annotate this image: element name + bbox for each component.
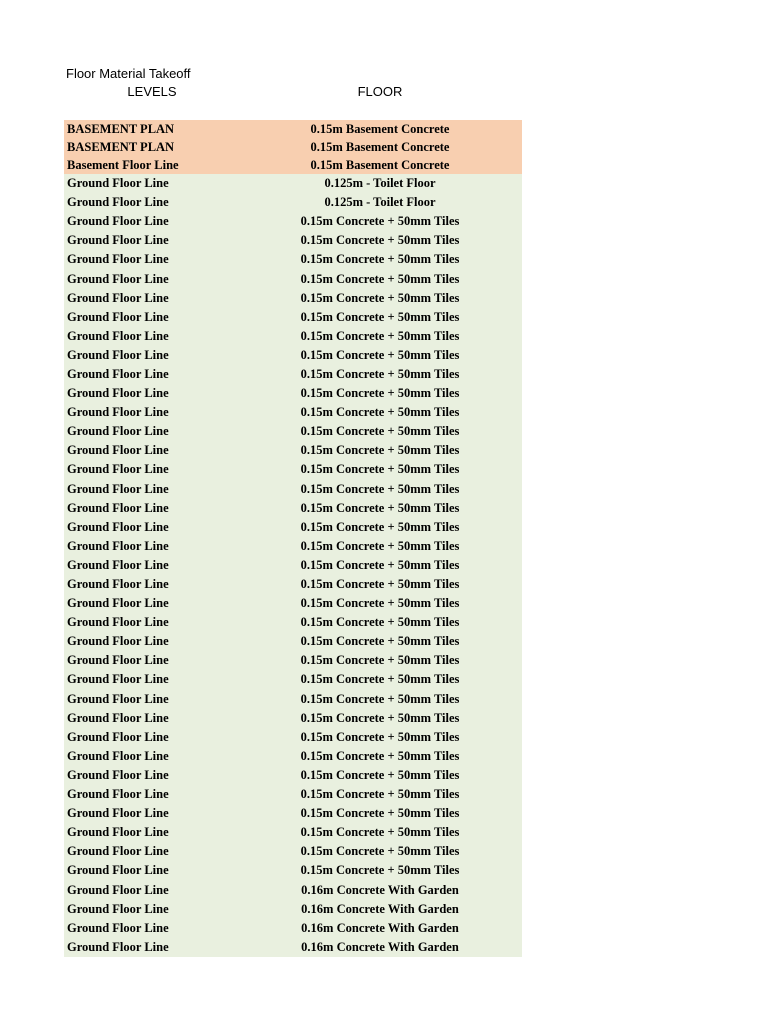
- level-cell: Ground Floor Line: [67, 424, 169, 439]
- table-row: [64, 785, 522, 804]
- floor-cell: 0.15m Basement Concrete: [310, 121, 450, 136]
- level-cell: Ground Floor Line: [67, 634, 169, 649]
- floor-cell: 0.15m Concrete + 50mm Tiles: [300, 863, 460, 878]
- table-row: [64, 556, 522, 575]
- table-row: [64, 480, 522, 499]
- table-row: [64, 537, 522, 556]
- table-row: [64, 212, 522, 231]
- table-row: [64, 880, 522, 899]
- floor-cell: 0.15m Concrete + 50mm Tiles: [300, 748, 460, 763]
- table-row: [64, 823, 522, 842]
- level-cell: Ground Floor Line: [67, 863, 169, 878]
- floor-cell: 0.15m Concrete + 50mm Tiles: [300, 787, 460, 802]
- floor-cell: 0.125m - Toilet Floor: [324, 195, 436, 210]
- level-cell: Ground Floor Line: [67, 405, 169, 420]
- table-row: [64, 728, 522, 747]
- table-row: [64, 670, 522, 689]
- floor-cell: 0.15m Concrete + 50mm Tiles: [300, 366, 460, 381]
- level-cell: Ground Floor Line: [67, 672, 169, 687]
- level-cell: BASEMENT PLAN: [67, 139, 175, 154]
- level-cell: Ground Floor Line: [67, 366, 169, 381]
- level-cell: Ground Floor Line: [67, 844, 169, 859]
- floor-cell: 0.15m Basement Concrete: [310, 139, 450, 154]
- level-cell: Ground Floor Line: [67, 328, 169, 343]
- table-row: [64, 861, 522, 880]
- level-cell: Ground Floor Line: [67, 806, 169, 821]
- table-row: [64, 842, 522, 861]
- floor-cell: 0.15m Concrete + 50mm Tiles: [300, 405, 460, 420]
- floor-cell: 0.15m Concrete + 50mm Tiles: [300, 844, 460, 859]
- table-row: [64, 193, 522, 212]
- floor-cell: 0.16m Concrete With Garden: [301, 920, 459, 935]
- table-row: [64, 138, 522, 156]
- floor-cell: 0.15m Concrete + 50mm Tiles: [300, 386, 460, 401]
- table-row: [64, 709, 522, 728]
- table-row: [64, 632, 522, 651]
- level-cell: Ground Floor Line: [67, 787, 169, 802]
- level-cell: Ground Floor Line: [67, 481, 169, 496]
- table-row: [64, 518, 522, 537]
- table-row: [64, 499, 522, 518]
- table-row: [64, 460, 522, 479]
- floor-cell: 0.15m Concrete + 50mm Tiles: [300, 767, 460, 782]
- level-cell: Ground Floor Line: [67, 557, 169, 572]
- floor-cell: 0.15m Concrete + 50mm Tiles: [300, 328, 460, 343]
- floor-cell: 0.15m Concrete + 50mm Tiles: [300, 519, 460, 534]
- level-cell: Ground Floor Line: [67, 901, 169, 916]
- level-cell: Ground Floor Line: [67, 500, 169, 515]
- table-row: [64, 250, 522, 269]
- table-row: [64, 441, 522, 460]
- floor-cell: 0.15m Concrete + 50mm Tiles: [300, 557, 460, 572]
- floor-cell: 0.15m Concrete + 50mm Tiles: [300, 596, 460, 611]
- floor-cell: 0.15m Concrete + 50mm Tiles: [300, 347, 460, 362]
- level-cell: Ground Floor Line: [67, 252, 169, 267]
- floor-cell: 0.15m Concrete + 50mm Tiles: [300, 500, 460, 515]
- table-row: [64, 231, 522, 250]
- floor-cell: 0.15m Concrete + 50mm Tiles: [300, 233, 460, 248]
- levels-column-header: LEVELS: [127, 84, 177, 99]
- level-cell: Ground Floor Line: [67, 176, 169, 191]
- level-cell: Ground Floor Line: [67, 939, 169, 954]
- table-row: [64, 575, 522, 594]
- table-row: [64, 594, 522, 613]
- table-row: [64, 308, 522, 327]
- floor-cell: 0.15m Concrete + 50mm Tiles: [300, 577, 460, 592]
- floor-cell: 0.15m Concrete + 50mm Tiles: [300, 691, 460, 706]
- floor-cell: 0.15m Concrete + 50mm Tiles: [300, 424, 460, 439]
- table-row: [64, 651, 522, 670]
- table-row: [64, 174, 522, 193]
- floor-cell: 0.15m Concrete + 50mm Tiles: [300, 290, 460, 305]
- level-cell: Ground Floor Line: [67, 882, 169, 897]
- floor-cell: 0.15m Concrete + 50mm Tiles: [300, 309, 460, 324]
- floor-cell: 0.15m Concrete + 50mm Tiles: [300, 710, 460, 725]
- level-cell: Ground Floor Line: [67, 710, 169, 725]
- table-row: [64, 900, 522, 919]
- level-cell: Ground Floor Line: [67, 729, 169, 744]
- table-row: [64, 766, 522, 785]
- table-row: [64, 613, 522, 632]
- level-cell: Basement Floor Line: [67, 157, 179, 172]
- level-cell: Ground Floor Line: [67, 577, 169, 592]
- level-cell: Ground Floor Line: [67, 653, 169, 668]
- table-row: [64, 384, 522, 403]
- table-row: [64, 403, 522, 422]
- floor-cell: 0.15m Concrete + 50mm Tiles: [300, 615, 460, 630]
- level-cell: Ground Floor Line: [67, 519, 169, 534]
- level-cell: Ground Floor Line: [67, 920, 169, 935]
- table-row: [64, 156, 522, 174]
- level-cell: Ground Floor Line: [67, 691, 169, 706]
- level-cell: Ground Floor Line: [67, 596, 169, 611]
- level-cell: Ground Floor Line: [67, 290, 169, 305]
- floor-cell: 0.15m Concrete + 50mm Tiles: [300, 214, 460, 229]
- floor-cell: 0.15m Concrete + 50mm Tiles: [300, 462, 460, 477]
- table-row: [64, 422, 522, 441]
- level-cell: Ground Floor Line: [67, 825, 169, 840]
- level-cell: BASEMENT PLAN: [67, 121, 175, 136]
- table-row: [64, 804, 522, 823]
- table-row: [64, 289, 522, 308]
- floor-column-header: FLOOR: [357, 84, 403, 99]
- level-cell: Ground Floor Line: [67, 214, 169, 229]
- level-cell: Ground Floor Line: [67, 347, 169, 362]
- floor-cell: 0.15m Concrete + 50mm Tiles: [300, 271, 460, 286]
- table-row: [64, 346, 522, 365]
- level-cell: Ground Floor Line: [67, 195, 169, 210]
- floor-cell: 0.15m Concrete + 50mm Tiles: [300, 634, 460, 649]
- floor-cell: 0.15m Concrete + 50mm Tiles: [300, 729, 460, 744]
- floor-cell: 0.16m Concrete With Garden: [301, 901, 459, 916]
- level-cell: Ground Floor Line: [67, 538, 169, 553]
- level-cell: Ground Floor Line: [67, 233, 169, 248]
- table-row: [64, 938, 522, 957]
- table-row: [64, 120, 522, 138]
- floor-cell: 0.125m - Toilet Floor: [324, 176, 436, 191]
- table-row: [64, 269, 522, 288]
- level-cell: Ground Floor Line: [67, 748, 169, 763]
- floor-cell: 0.15m Concrete + 50mm Tiles: [300, 252, 460, 267]
- level-cell: Ground Floor Line: [67, 271, 169, 286]
- floor-cell: 0.15m Concrete + 50mm Tiles: [300, 481, 460, 496]
- level-cell: Ground Floor Line: [67, 309, 169, 324]
- document-title: Floor Material Takeoff: [66, 66, 191, 81]
- floor-cell: 0.16m Concrete With Garden: [301, 882, 459, 897]
- level-cell: Ground Floor Line: [67, 615, 169, 630]
- table-row: [64, 365, 522, 384]
- floor-cell: 0.16m Concrete With Garden: [301, 939, 459, 954]
- level-cell: Ground Floor Line: [67, 767, 169, 782]
- floor-cell: 0.15m Concrete + 50mm Tiles: [300, 443, 460, 458]
- takeoff-table: [64, 120, 522, 957]
- level-cell: Ground Floor Line: [67, 462, 169, 477]
- floor-cell: 0.15m Concrete + 50mm Tiles: [300, 538, 460, 553]
- table-row: [64, 690, 522, 709]
- floor-cell: 0.15m Concrete + 50mm Tiles: [300, 806, 460, 821]
- floor-cell: 0.15m Basement Concrete: [310, 157, 450, 172]
- table-row: [64, 747, 522, 766]
- table-row: [64, 919, 522, 938]
- level-cell: Ground Floor Line: [67, 386, 169, 401]
- table-row: [64, 327, 522, 346]
- floor-cell: 0.15m Concrete + 50mm Tiles: [300, 653, 460, 668]
- floor-cell: 0.15m Concrete + 50mm Tiles: [300, 672, 460, 687]
- floor-cell: 0.15m Concrete + 50mm Tiles: [300, 825, 460, 840]
- level-cell: Ground Floor Line: [67, 443, 169, 458]
